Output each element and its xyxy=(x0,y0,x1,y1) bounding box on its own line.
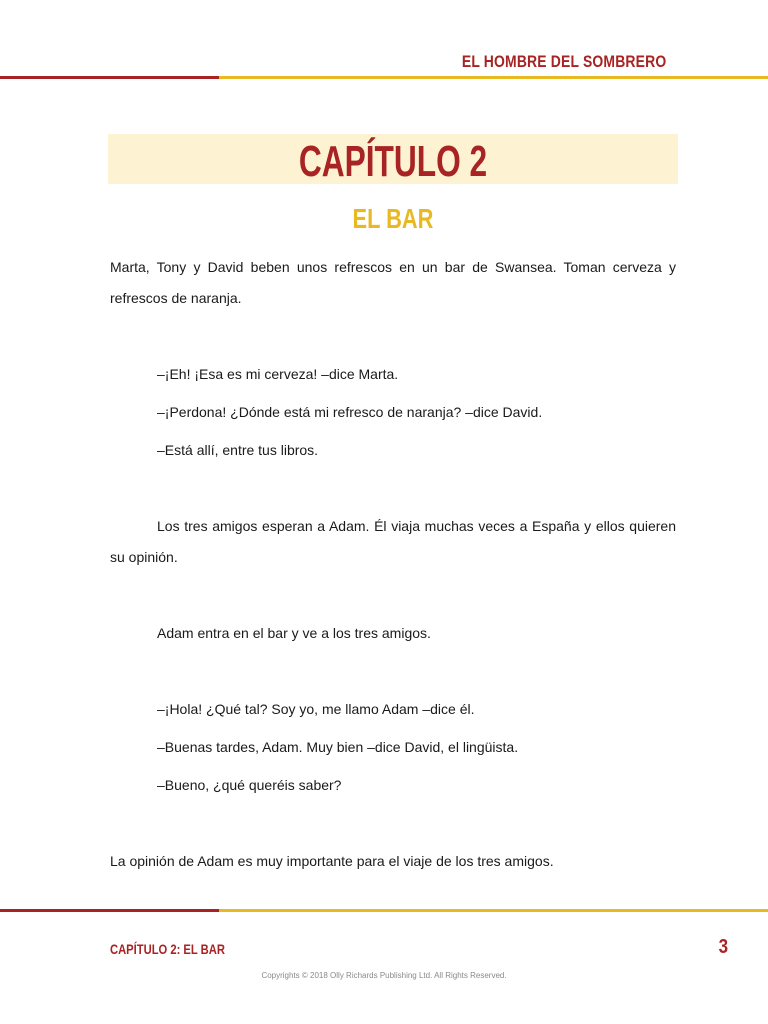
paragraph-2: Los tres amigos esperan a Adam. Él viaja muchas veces a España y ellos quieren su opinión. xyxy=(110,518,676,565)
dialog-line-3: –Está allí, entre tus libros. xyxy=(157,442,319,458)
paragraph-3: Adam entra en el bar y ve a los tres amigos. xyxy=(157,625,431,641)
paragraph-1: Marta, Tony y David beben unos refrescos en un bar de Swansea. Toman cerveza y refrescos de naranja. xyxy=(110,259,676,306)
paragraph-4: La opinión de Adam es muy importante para el viaje de los tres amigos. xyxy=(110,853,554,869)
dialog-line-2: –¡Perdona! ¿Dónde está mi refresco de naranja? –dice David. xyxy=(157,404,543,420)
chapter-title: CAPÍTULO 2 xyxy=(298,137,488,186)
header-rule-gold xyxy=(219,76,768,79)
running-header-title: EL HOMBRE DEL SOMBRERO xyxy=(461,52,666,71)
copyright-notice: Copyrights © 2018 Olly Richards Publishing Ltd. All Rights Reserved. xyxy=(261,971,507,980)
footer-rule xyxy=(0,909,768,912)
header-rule xyxy=(0,76,768,79)
page-number: 3 xyxy=(718,936,728,958)
footer-rule-red xyxy=(0,909,219,912)
dialog-line-1: –¡Eh! ¡Esa es mi cerveza! –dice Marta. xyxy=(157,366,399,382)
dialog-line-6: –Bueno, ¿qué queréis saber? xyxy=(157,777,342,793)
header-rule-red xyxy=(0,76,219,79)
dialog-line-4: –¡Hola! ¿Qué tal? Soy yo, me llamo Adam –dice él. xyxy=(157,701,475,717)
footer-rule-gold xyxy=(219,909,768,912)
dialog-line-5: –Buenas tardes, Adam. Muy bien –dice David, el lingüista. xyxy=(157,739,519,755)
footer-chapter-label: CAPÍTULO 2: EL BAR xyxy=(110,941,225,957)
chapter-subtitle: EL BAR xyxy=(352,203,434,234)
